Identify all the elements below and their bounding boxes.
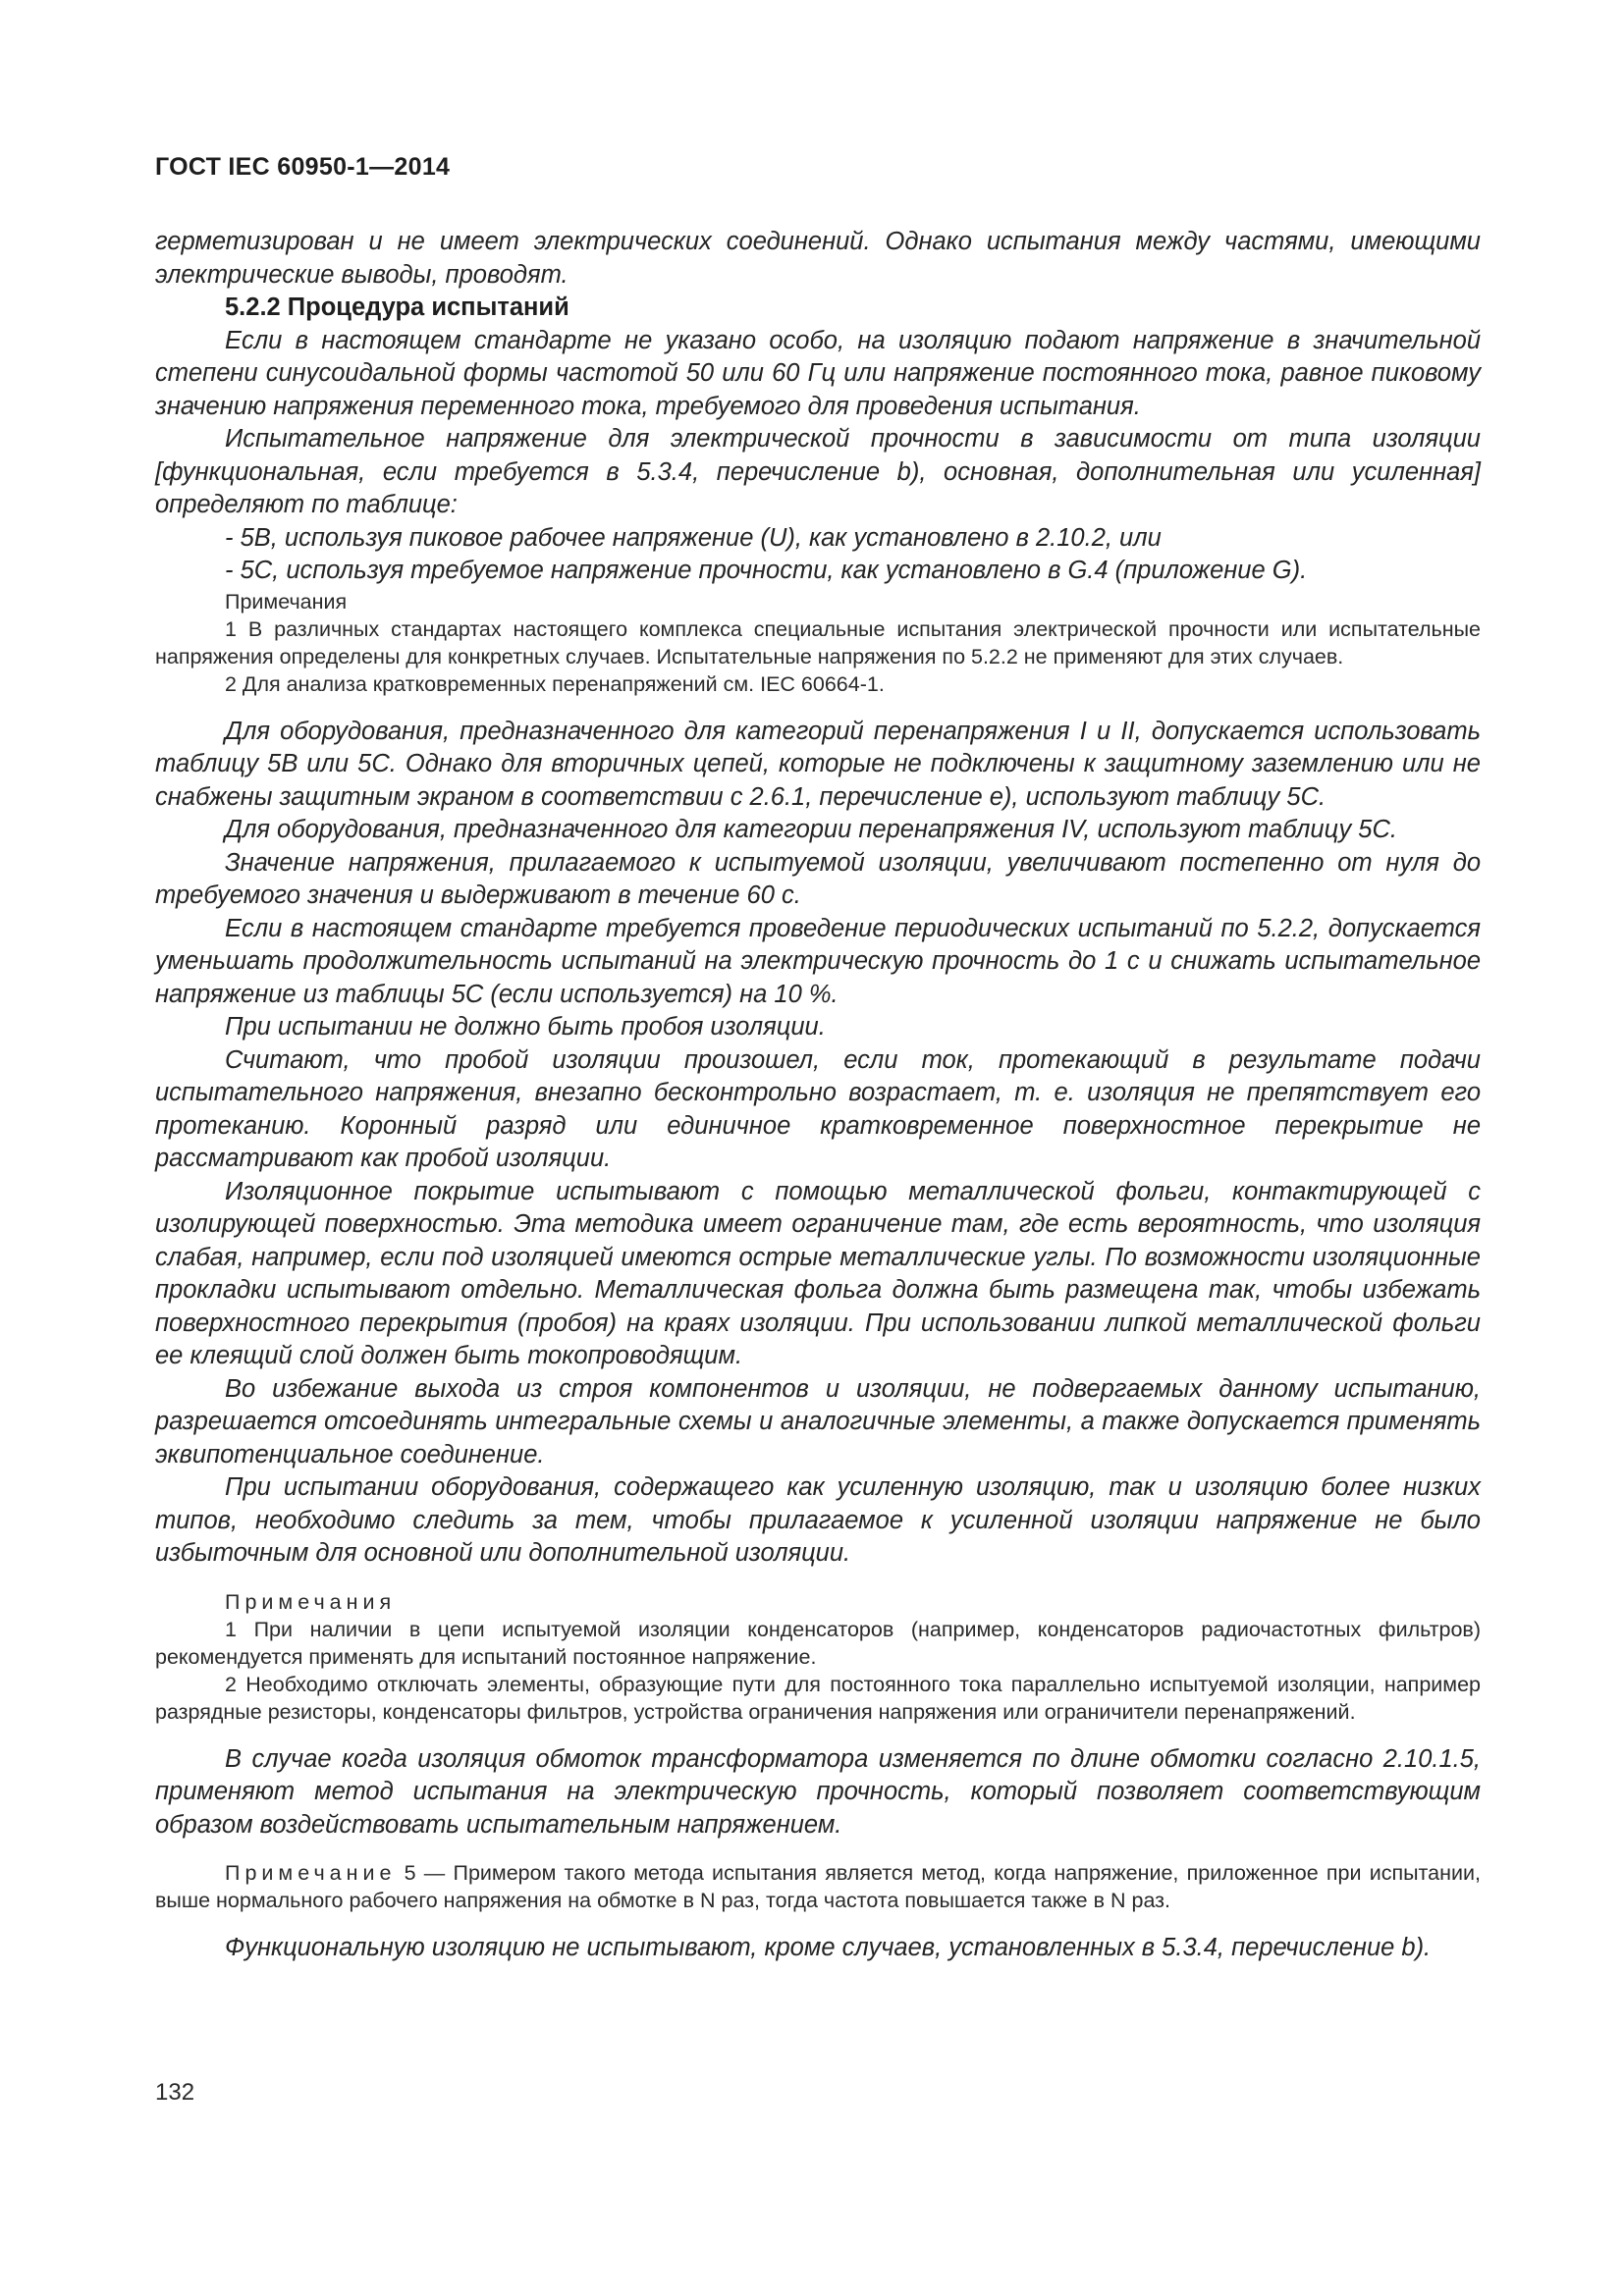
note-item: 1 В различных стандартах настоящего комплекса специальные испытания электрической прочности или испытательные напряжения определены для конкретных случаев. Испытательные напряжения по 5.2.2 не применяют для этих случаев.	[155, 616, 1481, 668]
notes-heading: Примечания	[225, 1589, 397, 1614]
notes-heading: Примечания	[225, 589, 348, 614]
paragraph: При испытании не должно быть пробоя изоляции.	[225, 1013, 826, 1041]
paragraph: Считают, что пробой изоляции произошел, если ток, протекающий в результате подачи испытательного напряжения, внезапно бесконтрольно возрастает, т. е. изоляция не препятствует его протеканию. Коронный разряд или единичное кратковременное поверхностное перекрытие не рассматривают как пробой изоляции.	[155, 1045, 1481, 1172]
document-header: ГОСТ IEC 60950-1—2014	[155, 153, 451, 181]
note-item: 1 При наличии в цепи испытуемой изоляции конденсаторов (например, конденсаторов радиочастотных фильтров) рекомендуется применять для испытаний постоянное напряжение.	[155, 1617, 1481, 1669]
section-heading: 5.2.2 Процедура испытаний	[225, 294, 569, 321]
paragraph: Если в настоящем стандарте требуется проведение периодических испытаний по 5.2.2, допускается уменьшать продолжительность испытаний на электрическую прочность до 1 с и снижать испытательное напряжение из таблицы 5С (если используется) на 10 %.	[155, 914, 1481, 1008]
paragraph: В случае когда изоляция обмоток трансформатора изменяется по длине обмотки согласно 2.10.1.5, применяют метод испытания на электрическую прочность, который позволяет соответствующим образом воздействовать испытательным напряжением.	[155, 1744, 1481, 1839]
list-item: - 5В, используя пиковое рабочее напряжение (U), как установлено в 2.10.2, или	[225, 523, 1162, 552]
paragraph: Для оборудования, предназначенного для категорий перенапряжения I и II, допускается использовать таблицу 5В или 5С. Однако для вторичных цепей, которые не подключены к защитному заземлению или не снабжены защитным экраном в соответствии с 2.6.1, перечисление е), используют таблицу 5С.	[155, 717, 1481, 811]
note-item: 2 Необходимо отключать элементы, образующие пути для постоянного тока параллельно испытуемой изоляции, например разрядные резисторы, конденсаторы фильтров, устройства ограничения напряжения или ограничители перенапряжений.	[155, 1672, 1481, 1724]
paragraph: При испытании оборудования, содержащего как усиленную изоляцию, так и изоляцию более низких типов, необходимо следить за тем, чтобы прилагаемое к усиленной изоляции напряжение не было избыточным для основной или дополнительной изоляции.	[155, 1473, 1481, 1567]
paragraph: Изоляционное покрытие испытывают с помощью металлической фольги, контактирующей с изолирующей поверхностью. Эта методика имеет ограничение там, где есть вероятность, что изоляция слабая, например, если под изоляцией имеются острые металлические углы. По возможности изоляционные прокладки испытывают отдельно. Металлическая фольга должна быть размещена так, чтобы избежать поверхностного перекрытия (пробоя) на краях изоляции. При использовании липкой металлической фольги ее клеящий слой должен быть токопроводящим.	[155, 1177, 1481, 1369]
paragraph: Значение напряжения, прилагаемого к испытуемой изоляции, увеличивают постепенно от нуля до требуемого значения и выдерживают в течение 60 с.	[155, 848, 1481, 909]
paragraph: Для оборудования, предназначенного для категории перенапряжения IV, используют таблицу 5С.	[225, 816, 1397, 843]
paragraph: герметизирован и не имеет электрических соединений. Однако испытания между частями, имеющими электрические выводы, проводят.	[155, 228, 1481, 289]
paragraph: Во избежание выхода из строя компонентов и изоляции, не подвергаемых данному испытанию, разрешается отсоединять интегральные схемы и аналогичные элементы, а также допускается применять эквипотенциальное соединение.	[155, 1374, 1481, 1468]
note-text: 5 — Примером такого метода испытания является метод, когда напряжение, приложенное при испытании, выше нормального рабочего напряжения на обмотке в N раз, тогда частота повышается также в N раз.	[155, 1861, 1481, 1912]
page-number: 132	[155, 2079, 195, 2106]
note-item	[155, 1859, 1481, 1914]
list-item: - 5С, используя требуемое напряжение прочности, как установлено в G.4 (приложение G).	[225, 557, 1308, 584]
page-body	[155, 226, 1481, 1965]
paragraph: Если в настоящем стандарте не указано особо, на изоляцию подают напряжение в значительной степени синусоидальной формы частотой 50 или 60 Гц или напряжение постоянного тока, равное пиковому значению напряжения переменного тока, требуемого для проведения испытания.	[155, 326, 1481, 420]
paragraph: Испытательное напряжение для электрической прочности в зависимости от типа изоляции [функциональная, если требуется в 5.3.4, перечисление b), основная, дополнительная или усиленная] определяют по таблице:	[155, 425, 1481, 518]
note-label: Примечание	[225, 1861, 397, 1885]
note-item: 2 Для анализа кратковременных перенапряжений см. IEC 60664-1.	[225, 671, 885, 696]
paragraph: Функциональную изоляцию не испытывают, кроме случаев, установленных в 5.3.4, перечисление b).	[225, 1934, 1432, 1961]
